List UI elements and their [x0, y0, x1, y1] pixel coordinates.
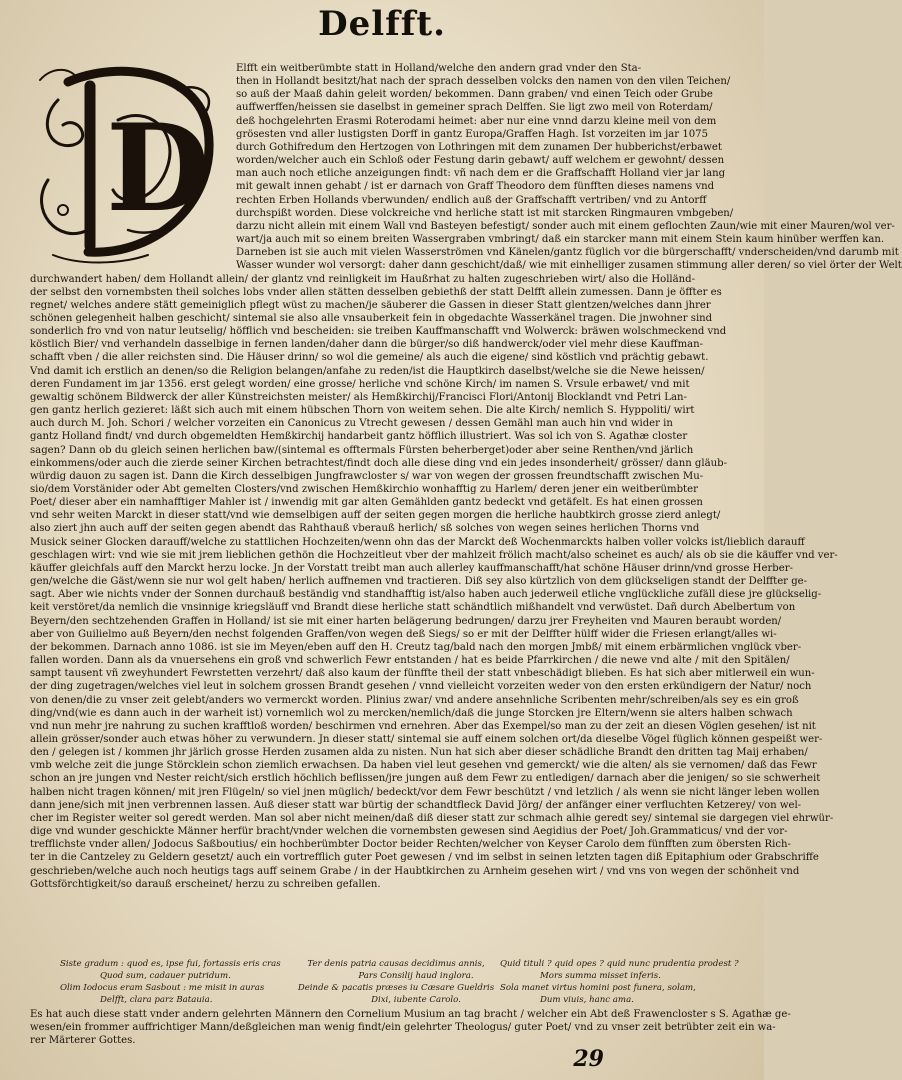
epitaph-line: Delfft, clara parz Batauia.	[100, 995, 213, 1005]
text-line: so auß der Maaß dahin geleit worden/ bekommen. Dann graben/ vnd einen Teich oder Grube	[236, 89, 713, 101]
text-line: schon an jre jungen vnd Nester reicht/sich erstlich höchlich beflissen/jre jungen auß dem Fewr zu entledigen/ darnach aber die jenigen/ so sie schwerheit	[30, 773, 821, 785]
epitaph-line: Pars Consilij haud inglora.	[358, 971, 474, 981]
text-line: darzu nicht allein mit einem Wall vnd Basteyen befestigt/ sonder auch mit einem geflochten Zaun/wie mit einer Mauren/wol ver-	[236, 220, 895, 232]
initial-letter: D	[106, 98, 211, 239]
text-line: einkommens/oder auch die zierde seiner Kirchen betrachtest/findt doch alle diese ding vnd ein jedes insonderheit/ grösser/ dann gläub-	[30, 457, 727, 469]
text-line: geschrieben/welche auch noch heutigs tags auff seinem Grabe / in der Haubtkirchen zu Arnheim gesehen wirt / vnd vns von wegen der schönheit vnd	[30, 865, 800, 877]
text-line: then in Hollandt besitzt/hat nach der sprach desselben volcks den namen von den vilen Teichen/	[236, 76, 731, 88]
closing-paragraph	[30, 1008, 791, 1047]
epitaph-column-2	[296, 958, 496, 1006]
epitaph-line: Deinde & pacatis præses iu Cæsare Gueldris	[297, 983, 495, 993]
text-line: schönen gelegenheit halben geschicht/ sintemal sie also alle vnsauberkeit fein in obgedachte Wasserkänel tragen. Die jnwohner sind	[30, 312, 713, 324]
text-line: aber von Guilielmo auß Beyern/den nechst folgenden Graffen/von wegen deß Siegs/ so er mit der Delffter hülff wider die Friesen erlangt/alles wi-	[30, 628, 777, 640]
epitaph-column-3	[500, 958, 740, 1006]
epitaph-line: Siste gradum : quod es, ipse fui, fortassis eris cras	[60, 959, 281, 969]
text-line: wart/ja auch mit so einem breiten Wassergraben vmbringt/ daß ein starcker mann mit einem Stein kaum hinüber werffen kan.	[236, 234, 885, 246]
text-line: cher im Register weiter sol geredt werden. Man sol aber nicht meinen/daß diß dieser statt zur schmach alhie geredt sey/ sintemal sie dargegen viel ehrwür-	[30, 812, 834, 824]
initial-space	[30, 62, 236, 270]
text-line: Darneben ist sie auch mit vielen Wasserströmen vnd Känelen/gantz füglich vor die bürgerschafft/ vnderscheiden/vnd darumb mit	[236, 247, 899, 259]
text-line: vnd sehr weiten Marckt in dieser statt/vnd wie demselbigen auff der seiten gegen morgen die herliche haubtkirch grosse zierd anlegt/	[30, 510, 721, 522]
text-line: durchspißt worden. Diese volckreiche vnd herliche statt ist mit starcken Ringmauren vmbgeben/	[236, 207, 734, 219]
text-line: durch Gothifredum den Hertzogen von Lothringen mit dem zunamen Der hubberichst/erbawet	[236, 141, 722, 153]
text-line: deren Fundament im jar 1356. erst gelegt worden/ eine grosse/ herliche vnd schöne Kirch/ im namen S. Vrsule erbawet/ vnd mit	[30, 378, 690, 390]
text-line: dann jene/sich mit jnen verbrennen lassen. Auß dieser statt war bürtig der schandtfleck David Jörg/ der anfänger einer verfluchten Ketzerey/ von wel-	[30, 799, 802, 811]
text-line: trefflichste vnder allen/ Jodocus Saßboutius/ ein hochberümbter Doctor beider Rechten/welcher von Keyser Carolo dem fünfften zum öbersten Rich-	[30, 839, 791, 851]
text-line: Poet/ dieser aber ein namhafftiger Mahler ist / inwendig mit gar alten Gemählden gantz bedeckt vnd getäfelt. Es hat einen grossen	[30, 497, 703, 509]
text-line: Elfft ein weitberümbte statt in Holland/welche den andern grad vnder den Sta-	[236, 63, 642, 74]
epitaph-line: Quod sum, cadauer putridum.	[100, 971, 231, 981]
text-line: der bekommen. Darnach anno 1086. ist sie im Meyen/eben auff den H. Creutz tag/bald nach den morgen Jmbß/ mit einem erbärmlichen vnglück vber-	[30, 641, 802, 653]
text-line: man auch noch etliche anzeigungen findt: vñ nach dem er die Graffschafft Holland vier jar lang	[236, 168, 726, 180]
text-line: worden/welcher auch ein Schloß oder Festung darin gebawt/ auff welchem er gewohnt/ dessen	[236, 155, 725, 167]
text-line: den / gelegen ist / kommen jhr järlich grosse Herden zusamen alda zu nisten. Nun hat sich aber dieser schädliche Brandt den dritten tag Maij erhaben/	[30, 747, 808, 759]
text-line: mit gewalt innen gehabt / ist er darnach von Graff Theodoro dem fünfften dieses namens vnd	[236, 181, 715, 193]
text-line: Wasser wunder wol versorgt: daher dann geschicht/daß/ wie mit einhelliger zusamen stimmung aller deren/ so viel örter der Welt	[236, 260, 902, 272]
text-line: dige vnd wunder geschickte Männer herfür bracht/vnder welchen die vornembsten gewesen sind Aegidius der Poet/ Joh.Grammaticus/ vnd der vor-	[30, 826, 788, 838]
text-line: gen/welche die Gäst/wenn sie nur wol gelt haben/ herlich auffnemen vnd tractieren. Diß sey also kürtzlich von dem glückseligen standt der Delffter ge-	[30, 576, 808, 588]
epitaph-column-1	[60, 958, 290, 1006]
epitaph-line: Dum viuis, hanc ama.	[540, 995, 634, 1005]
text-line: also ziert jhn auch auff der seiten gegen abendt das Rahthauß vberauß herlich/ sß solches von wegen seines herlichen Thorns vnd	[30, 523, 700, 535]
text-line: sagen? Dann ob du gleich seinen herlichen baw/(sintemal es offtermals Fürsten beherberget)oder aber seine Renthen/vnd järlich	[30, 444, 694, 456]
text-line: deß hochgelehrten Erasmi Roterodami heimet: aber nur eine vnnd darzu kleine meil von dem	[236, 115, 717, 127]
text-line: durchwandert haben/ dem Hollandt allein/ der glantz vnd reinligkeit im Haußrhat zu halten zugeschrieben wirt/ also die Holländ-	[30, 273, 696, 285]
text-line: Musick seiner Glocken darauff/welche zu stattlichen Hochzeiten/wenn ohn das der Marckt deß Wochenmarckts halben voller volcks ist/lieblich darauff	[30, 536, 805, 548]
text-line: auch durch M. Joh. Schori / welcher vorzeiten ein Canonicus zu Vtrecht gewesen / dessen Gemähl man auch hin vnd wider in	[30, 418, 673, 430]
epitaph-line: Sola manet virtus homini post funera, solam,	[500, 983, 696, 993]
page-number: 29	[573, 1046, 604, 1072]
text-line: sio/dem Vorstänider oder Abt gemelten Closters/vnd zwischen Hemßkirchio wonhafftig zu Harlem/ deren jener ein weitberümbter	[30, 484, 698, 495]
text-line: von denen/die zu vnser zeit gelebt/anders wo vermerckt worden. Plinius zwar/ vnd andere ansehnliche Scribenten mehr/schreiben/als sey es ein groß	[30, 694, 799, 706]
epitaph-line: Mors summa misset inferis.	[540, 971, 661, 981]
text-line: keit verstöret/da nemlich die vnsinnige kriegsläuff vnd Brandt diese herliche statt schändtlich mißhandelt vnd verwüstet. Dañ durch Abelbertum von	[30, 602, 796, 614]
text-line: geschlagen wirt: vnd wie sie mit jrem lieblichen gethön die Hochzeitleut vber der mahlzeit frölich macht/also scheinet es auch/ als ob sie die käuffer vnd ver-	[30, 549, 838, 561]
text-line: auffwerffen/heissen sie daselbst in gemeiner sprach Delffen. Sie ligt zwo meil von Roterdam/	[236, 102, 713, 114]
text-line: der selbst den vornembsten theil solches lobs vnder allen stätten desselben gebiethß der statt Delfft allein zumessen. Dann je öffter es	[30, 286, 722, 298]
text-line: allein grösser/sonder auch etwas höher zu verwundern. Jn dieser statt/ sintemal sie auff einem solchen ort/da dieselbe Vögel füglich können gespeißt wer-	[30, 733, 823, 745]
page-title: Delfft.	[318, 4, 446, 44]
text-line: gantz Holland findt/ vnd durch obgemeldten Hemßkirchij handarbeit gantz höfflich illustriert. Was sol ich von S. Agathæ closter	[30, 431, 688, 443]
text-line: der ding zugetragen/welches viel leut in solchem grossen Brandt gesehen / vnnd vielleicht vorzeiten weder von den ersten erkündigern der Natur/ noch	[30, 681, 812, 693]
text-line: regnet/ welches andere stätt gemeiniglich pflegt wüst zu machen/je säuberer die Gassen in dieser Statt glentzen/welches dann jhrer	[30, 299, 711, 311]
text-line: gen gantz herlich gezieret: läßt sich auch mit einem hübschen Thorn von weitem sehen. Die alte Kirch/ nemlich S. Hyppoliti/ wirt	[30, 405, 695, 417]
closing-line: Es hat auch diese statt vnder andern gelehrten Männern den Cornelium Musium an tag bracht / welcher ein Abt deß Frawencloster s S. Agathæ ge-	[30, 1009, 791, 1020]
text-line: Vnd damit ich erstlich an denen/so die Religion belangen/anfahe zu reden/ist die Hauptkirch daselbst/welche sie die Newe heissen/	[30, 365, 705, 377]
text-line: vnd nun mehr jre nahrung zu suchen krafftloß worden/ beschirmen vnd ernehren. Aber das Exempel/so man zu der zeit an diesen Vöglen gesehen/ ist nit	[30, 720, 816, 732]
text-line: vmb welche zeit die junge Störcklein schon ziemlich erwachsen. Da haben viel leut gesehen vnd gemerckt/ wie die alten/ als sie vernomen/ daß das Fewr	[30, 760, 817, 772]
epitaph-block	[60, 958, 740, 1008]
text-line: halben nicht tragen können/ mit jren Flügeln/ so viel jnen müglich/ bedeckt/vor dem Fewr beschützt / vnd letzlich / als wenn sie nicht länger leben wollen	[30, 786, 820, 798]
main-text-block	[30, 62, 902, 891]
text-line: sampt tausent vñ zweyhundert Fewrstetten verzehrt/ daß also kaum der fünffte theil der statt vnbeschädigt blieben. Es hat sich aber mitlerweil ein wun-	[30, 668, 815, 680]
text-line: köstlich Bier/ vnd verhandeln dasselbige in fernen landen/daher dann die bürger/so diß handwerck/oder viel mehr diese Kauffman-	[30, 339, 704, 351]
text-line: fallen worden. Dann als da vnuersehens ein groß vnd schwerlich Fewr entstanden / hat es beide Pfarrkirchen / die newe vnd alte / mit den Spitälen/	[30, 655, 790, 667]
text-line: Gottsförchtigkeit/so darauß erscheinet/ herzu zu schreiben gefallen.	[30, 878, 381, 890]
text-line: würdig dauon zu sagen ist. Dann die Kirch desselbigen Jungfrawcloster s/ war von wegen der grossen freundtschafft zwischen Mu-	[30, 470, 704, 482]
epitaph-line: Ter denis patria causas decidimus annis,	[307, 959, 485, 969]
text-line: Beyern/den sechtzehenden Graffen in Holland/ ist sie mit einer harten belägerung bedrungen/ darzu jrer Freyheiten vnd Mauren beraubt worden/	[30, 615, 782, 627]
text-line: sagt. Aber wie nichts vnder der Sonnen durchauß beständig vnd standhafftig ist/also haben auch jederweil etliche vnglückliche zufäll diese jre glückselig-	[30, 589, 822, 601]
text-line: gewaltig schönem Bildwerck der aller Künstreichsten meister/ als Hemßkirchij/Francisci Flori/Antonij Blocklandt vnd Petri Lan-	[30, 391, 687, 403]
closing-line: wesen/ein frommer auffrichtiger Mann/deßgleichen man wenig findt/ein gelehrter Theologus/ guter Poet/ vnd zu vnser zeit betrübter zeit ein wa-	[30, 1022, 776, 1034]
epitaph-line: Olim Iodocus eram Sasbout : me misit in auras	[60, 983, 265, 993]
closing-line: rer Märterer Gottes.	[30, 1035, 136, 1047]
text-line: ter in die Cantzeley zu Geldern gesetzt/ auch ein vortrefflich guter Poet gewesen / vnd im selbst in seinen letzten tagen diß Epitaphium oder Grabschriffe	[30, 852, 819, 864]
text-line: grösesten vnd aller lustigsten Dorff in gantz Europa/Graffen Hagh. Ist vorzeiten im jar 1075	[236, 128, 709, 140]
text-line: ding/vnd(wie es dann auch in der warheit ist) vornemlich wol zu mercken/nemlich/daß die junge Storcken jre Eltern/wenn sie alters halben schwach	[30, 707, 793, 719]
text-line: sonderlich fro vnd von natur leutselig/ höfflich vnd bescheiden: sie treiben Kauffmanschafft vnd Wolwerck: bräwen wolschmeckend vnd	[30, 326, 727, 338]
text-line: schafft vben / die aller reichsten sind. Die Häuser drinn/ so wol die gemeine/ als auch die eigene/ sind köstlich vnd prächtig gebawt.	[30, 352, 709, 364]
epitaph-line: Quid tituli ? quid opes ? quid nunc prudentia prodest ?	[500, 959, 739, 969]
text-line: rechten Erben Hollands vberwunden/ endlich auß der Graffschafft vertriben/ vnd zu Antorff	[236, 194, 707, 206]
text-line: käuffer gleichfals auff den Marckt herzu locke. Jn der Vorstatt treibt man auch allerley kauffmanschafft/hat schöne Häuser drinn/vnd grosse Herber-	[30, 562, 793, 574]
epitaph-line: Dixi, iubente Carolo.	[371, 995, 461, 1005]
